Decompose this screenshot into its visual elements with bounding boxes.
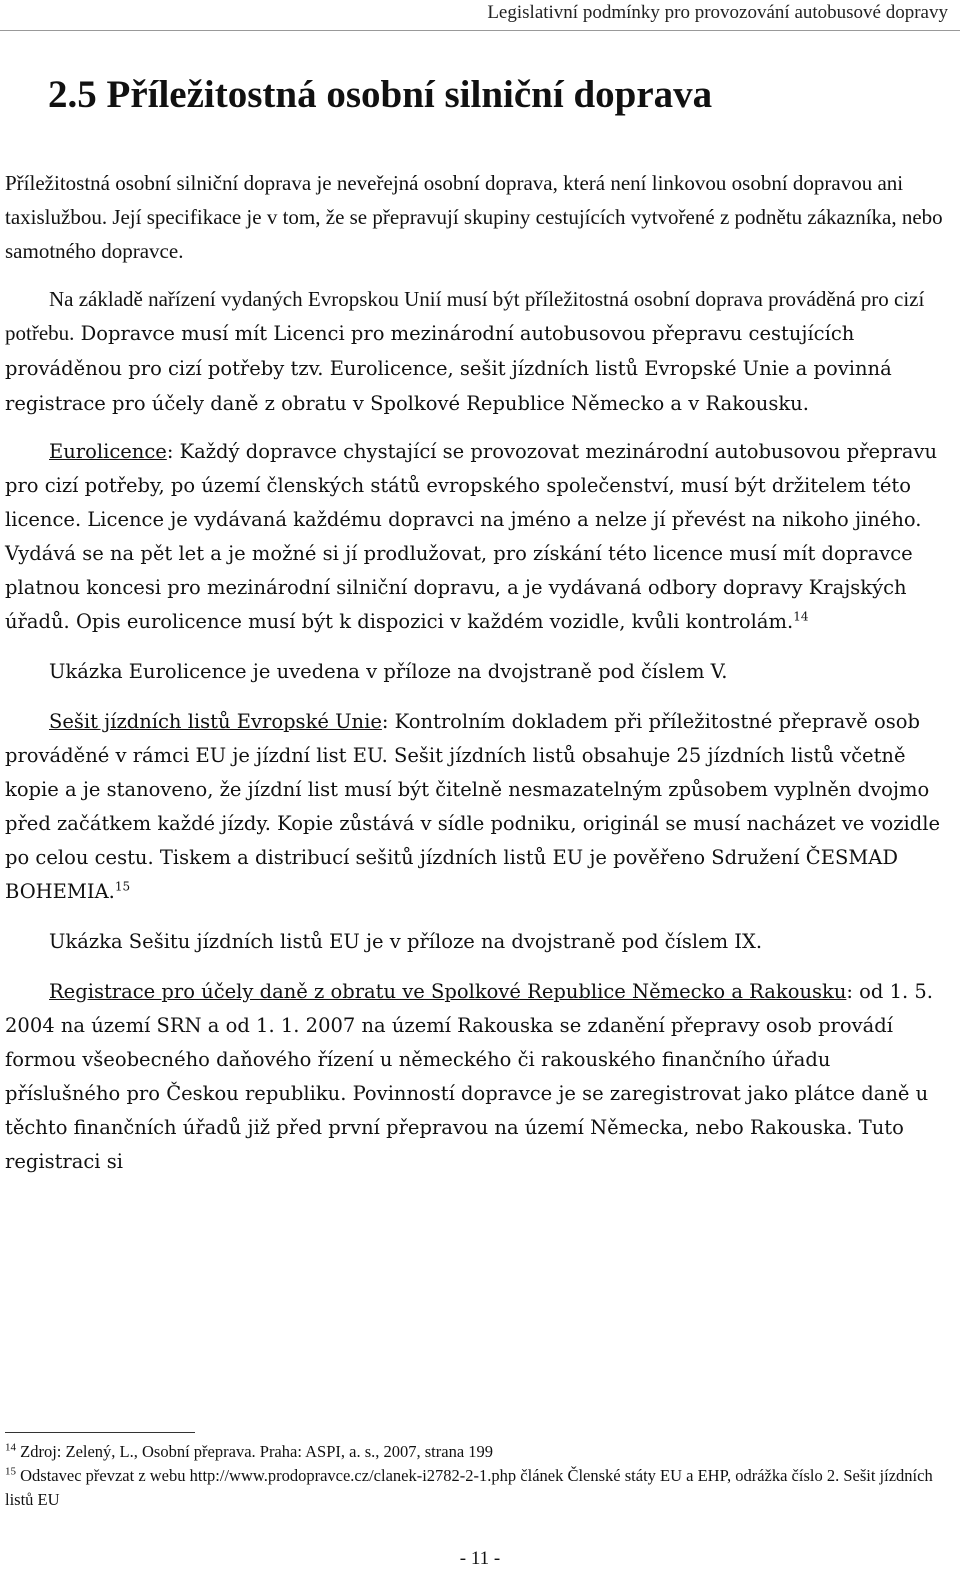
paragraph-intro: Příležitostná osobní silniční doprava je neveřejná osobní doprava, která není linkovou osobní dopravou ani taxislužbou. Její specifikace je v tom, že se přepravují skupiny cestujících vytvořené z podnětu zákazníka, nebo samotného dopravce.	[5, 171, 943, 263]
paragraph-eu-regulation-rest: Dopravce musí mít Licenci pro mezinárodní autobusovou přepravu cestujících prováděnou pro cizí potřeby tzv. Eurolicence, sešit jízdních listů Evropské Unie a povinná registrace pro účely daně z obratu v Spolkové Republice Německo a v Rakousku.	[5, 322, 892, 415]
body-text	[5, 166, 947, 1179]
waybill-text: : Kontrolním dokladem při příležitostné přepravě osob prováděné v rámci EU je jízdní list EU. Sešit jízdních listů obsahuje 25 jízdních listů včetně kopie a je stanoveno, že jízdní list musí být čitelně nesmazatelným způsobem vyplněn dvojmo před začátkem každé jízdy. Kopie zůstává v sídle podniku, originál se musí nacházet ve vozidle po celou cestu. Tiskem a distribucí sešitů jízdních listů EU je pověřeno Sdružení ČESMAD BOHEMIA.	[5, 710, 941, 903]
paragraph-tax-registration	[5, 975, 947, 1179]
term-waybill-book: Sešit jízdních listů Evropské Unie	[49, 710, 382, 733]
paragraph-eurolicence	[5, 435, 947, 639]
footnote-separator	[5, 1432, 195, 1433]
paragraph-eu-regulation-lead: Na základě nařízení vydaných Evropskou Unií musí být příležitostná osobní doprava prováděná pro cizí potřebu.	[5, 287, 925, 345]
footnote-num: 15	[5, 1465, 16, 1478]
page-number: - 11 -	[459, 1548, 501, 1569]
tax-registration-text: : od 1. 5. 2004 na území SRN a od 1. 1. 2007 na území Rakouska se zdanění přepravy osob provádí formou všeobecného daňového řízení u německého či rakouského finančního úřadu příslušného pro Českou republiku. Povinností dopravce je se zaregistrovat jako plátce daně u těchto finančních úřadů již před první přepravou na území Německa, nebo Rakouska. Tuto registraci si	[5, 980, 934, 1173]
term-tax-registration: Registrace pro účely daně z obratu ve Spolkové Republice Německo a Rakousku	[49, 980, 847, 1003]
section-heading: 2.5 Příležitostná osobní silniční doprava	[48, 73, 713, 116]
paragraph-eu-regulation	[5, 282, 947, 421]
paragraph-eurolicence-sample: Ukázka Eurolicence je uvedena v příloze na dvojstraně pod číslem V.	[49, 660, 728, 683]
footnote-ref-14: 14	[793, 609, 809, 624]
footnote-14	[5, 1440, 947, 1464]
paragraph-waybill-sample: Ukázka Sešitu jízdních listů EU je v příloze na dvojstraně pod číslem IX.	[49, 930, 763, 953]
footnote-text: Zdroj: Zelený, L., Osobní přeprava. Praha: ASPI, a. s., 2007, strana 199	[20, 1442, 494, 1461]
footnotes	[5, 1440, 947, 1512]
term-eurolicence: Eurolicence	[49, 440, 167, 463]
header-rule	[0, 30, 960, 31]
footnote-ref-15: 15	[114, 879, 131, 894]
footnote-15	[5, 1464, 947, 1512]
running-header: Legislativní podmínky pro provozování autobusové dopravy	[487, 2, 948, 23]
eurolicence-text: : Každý dopravce chystající se provozovat mezinárodní autobusovou přepravu pro cizí potřeby, po území členských států evropského společenství, musí být držitelem této licence. Licence je vydávaná každému dopravci na jméno a nelze jí převést na nikoho jiného. Vydává se na pět let a je možné si jí prodlužovat, pro získání této licence musí mít dopravce platnou koncesi pro mezinárodní silniční dopravu, a je vydávaná odbory dopravy Krajských úřadů. Opis eurolicence musí být k dispozici v každém vozidle, kvůli kontrolám.	[5, 440, 938, 633]
footnote-num: 14	[5, 1441, 16, 1454]
paragraph-waybill	[5, 705, 947, 909]
footnote-text: Odstavec převzat z webu http://www.prodopravce.cz/clanek-i2782-2-1.php článek Členské státy EU a EHP, odrážka číslo 2. Sešit jízdních listů EU	[5, 1466, 933, 1509]
